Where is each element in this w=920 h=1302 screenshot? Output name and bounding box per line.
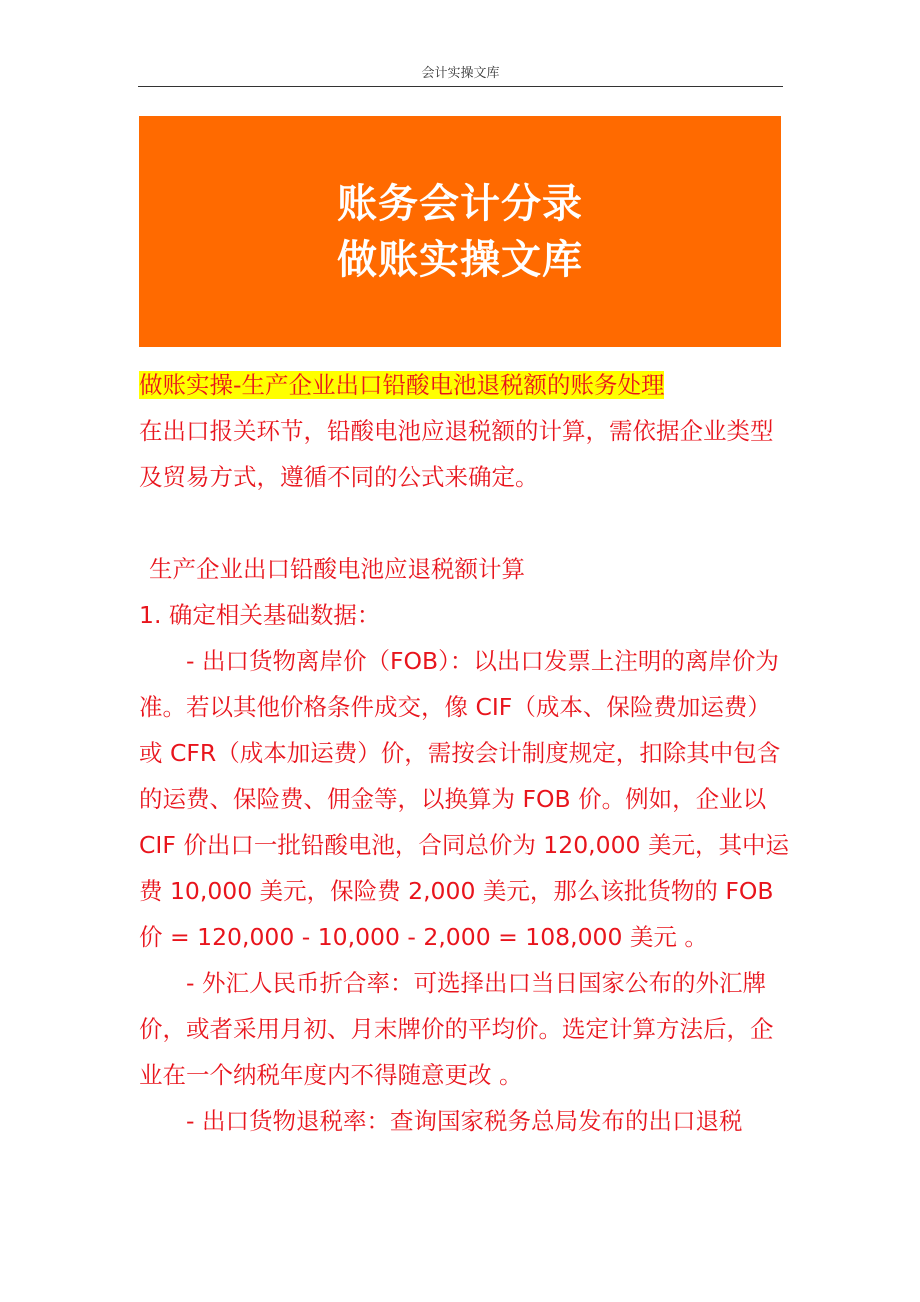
document-title [139,362,789,408]
bullet-fob: - 出口货物离岸价（FOB）：以出口发票上注明的离岸价为准。若以其他价格条件成交，像 CIF（成本、保险费加运费）或 CFR（成本加运费）价，需按会计制度规定，扣除其中包含的运费、保险费、佣金等，以换算为 FOB 价。例如，企业以 CIF 价出口一批铅酸电池，合同总价为 120,000 美元，其中运费 10,000 美元，保险费 2,000 美元，那么该批货物的 FOB 价 = 120,000 - 10,000 - 2,000 = 108,000 美元 。 [139,647,789,951]
spacer [139,500,789,546]
intro-paragraph: 在出口报关环节，铅酸电池应退税额的计算，需依据企业类型及贸易方式，遵循不同的公式来确定。 [139,417,774,491]
bullet-exchange-rate: - 外汇人民币折合率：可选择出口当日国家公布的外汇牌价，或者采用月初、月末牌价的平均价。选定计算方法后，企业在一个纳税年度内不得随意更改 。 [139,969,774,1089]
page-header [138,64,783,87]
banner-line-1: 账务会计分录 [337,180,583,227]
header-title: 会计实操文库 [421,66,500,81]
banner [139,116,781,347]
document-body [139,362,789,1144]
step-1: 1. 确定相关基础数据： [139,601,381,629]
section-heading: 生产企业出口铅酸电池应退税额计算 [149,555,525,583]
banner-line-2: 做账实操文库 [337,236,583,283]
bullet-refund-rate: - 出口货物退税率：查询国家税务总局发布的出口退税 [186,1107,743,1135]
highlighted-title: 做账实操-生产企业出口铅酸电池退税额的账务处理 [139,371,665,399]
